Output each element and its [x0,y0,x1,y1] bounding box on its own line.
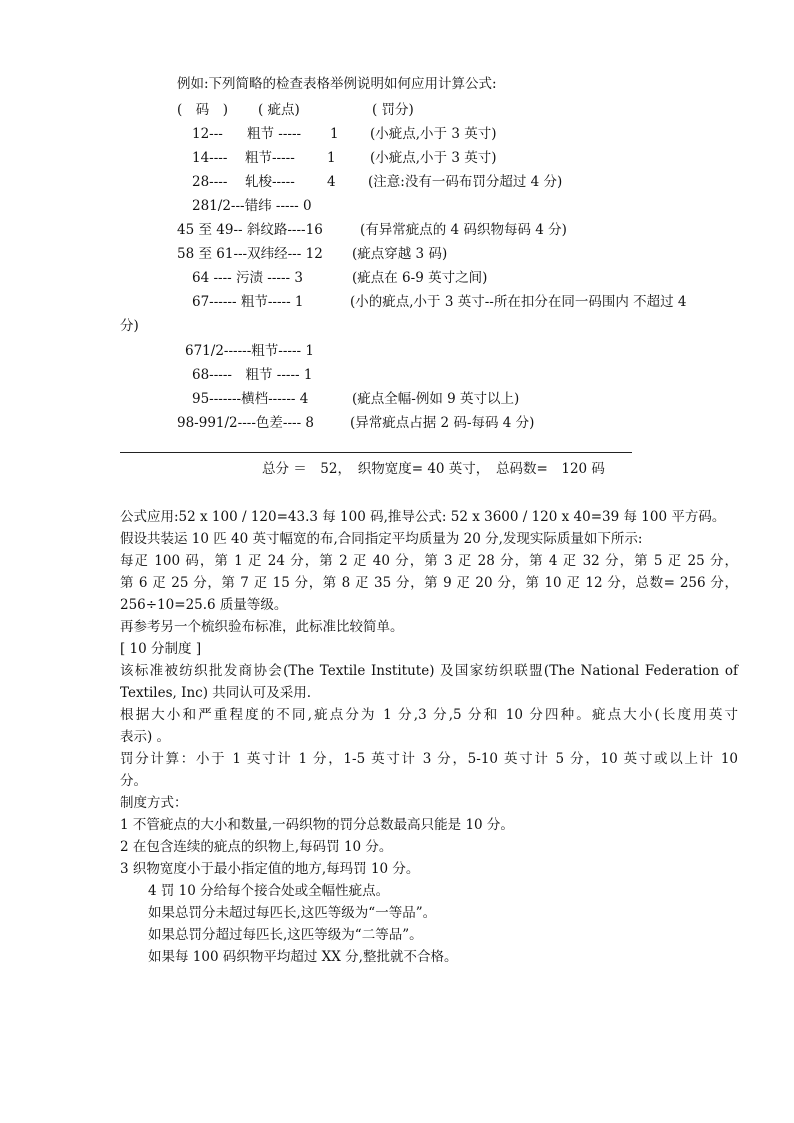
reference-line: 再参考另一个梳织验布标准，此标准比较简单。 [120,619,404,635]
row-note: (疵点穿越 3 码) [352,246,448,262]
row-note: (小疵点,小于 3 英寸) [370,126,497,142]
row-note: (疵点在 6-9 英寸之间) [352,270,488,286]
assumption-line: 假设共装运 10 匹 40 英寸幅宽的布,合同指定平均质量为 20 分,发现实际质量如下所示: [120,531,643,547]
penalty-line: 分。 [120,773,147,789]
grade-rule: 如果总罚分超过每匹长,这匹等级为“二等品”。 [148,927,423,943]
standard-line: Textiles, Inc) 共同认可及采用. [120,685,312,701]
row-text: 64 ---- 污渍 ----- 3 [192,270,303,286]
grade-rule: 如果每 100 码织物平均超过 XX 分,整批就不合格。 [148,949,458,965]
rule-item: 1 不管疵点的大小和数量,一码织物的罚分总数最高只能是 10 分。 [120,817,514,833]
classification-line: 根据大小和严重程度的不同,疵点分为 1 分,3 分,5 分和 10 分四种。疵点大小(长度用英寸 [120,707,738,723]
row-code: 28---- [192,174,228,190]
row-text: 45 至 49-- 斜纹路----16 [177,222,323,238]
quality-line: 第 6 疋 25 分，第 7 疋 15 分，第 8 疋 35 分，第 9 疋 20 分，第 10 疋 12 分，总数= 256 分， [120,575,738,591]
formula-line: 公式应用:52 x 100 / 120=43.3 每 100 码,推导公式: 52 x 3600 / 120 x 40=39 每 100 平方码。 [120,509,726,525]
indented-paragraphs [148,880,738,968]
section-heading: [ 10 分制度 ] [120,641,202,657]
row-code: 14---- [192,150,228,166]
row-note: (小疵点,小于 3 英寸) [370,150,497,166]
classification-line: 表示) 。 [120,729,171,745]
rule-item: 4 罚 10 分给每个接合处或全幅性疵点。 [148,883,390,899]
body-paragraphs [120,506,738,880]
row-points: 4 [327,174,336,190]
row-defect: 粗节----- [245,150,295,166]
row-text: 671/2------粗节----- 1 [185,343,314,359]
row-note-continued: 分) [120,318,139,334]
quality-result: 256÷10=25.6 质量等级。 [120,597,288,613]
row-note: (小的疵点,小于 3 英寸--所在扣分在同一码围内 不超过 4 [350,294,687,310]
row-defect: 轧梭----- [245,174,295,190]
row-text: 98-991/2----色差---- 8 [177,415,315,431]
summary-line: 总分 ＝ 52， 织物宽度= 40 英寸， 总码数= 120 码 [262,461,605,477]
rule-item: 3 织物宽度小于最小指定值的地方,每玛罚 10 分。 [120,861,420,877]
row-note: (有异常疵点的 4 码织物每码 4 分) [360,222,567,238]
quality-line: 每疋 100 码，第 1 疋 24 分，第 2 疋 40 分，第 3 疋 28 分，第 4 疋 32 分，第 5 疋 25 分， [120,553,738,569]
standard-line: 该标准被纺织批发商协会(The Textile Institute) 及国家纺织联盟(The National Federation of [120,663,738,679]
row-text: 67------ 粗节----- 1 [192,294,304,310]
row-note: (疵点全幅-例如 9 英寸以上) [352,391,520,407]
row-text: 281/2---错纬 ----- 0 [192,198,312,214]
row-code: 12--- [192,126,223,142]
penalty-line: 罚分计算：小于 1 英寸计 1 分，1-5 英寸计 3 分，5-10 英寸计 5 分，10 英寸或以上计 10 [120,751,738,767]
header-code: ( 码 ) [177,102,229,118]
row-note: (异常疵点占据 2 码-每码 4 分) [350,415,535,431]
row-text: 68----- 粗节 ----- 1 [192,367,313,383]
rules-heading: 制度方式： [120,795,188,811]
row-text: 95-------横档------ 4 [192,391,309,407]
row-points: 1 [330,126,339,142]
header-defect: ( 疵点) [258,102,300,118]
divider-line [120,452,632,453]
row-defect: 粗节 ----- [247,126,302,142]
row-note: (注意:没有一码布罚分超过 4 分) [368,174,563,190]
rule-item: 2 在包含连续的疵点的织物上,每码罚 10 分。 [120,839,393,855]
row-points: 1 [327,150,336,166]
header-penalty: ( 罚分) [372,102,414,118]
row-text: 58 至 61---双纬经--- 12 [177,246,323,262]
intro-text: 例如:下列简略的检查表格举例说明如何应用计算公式: [177,76,497,92]
grade-rule: 如果总罚分未超过每匹长,这匹等级为“一等品”。 [148,905,437,921]
